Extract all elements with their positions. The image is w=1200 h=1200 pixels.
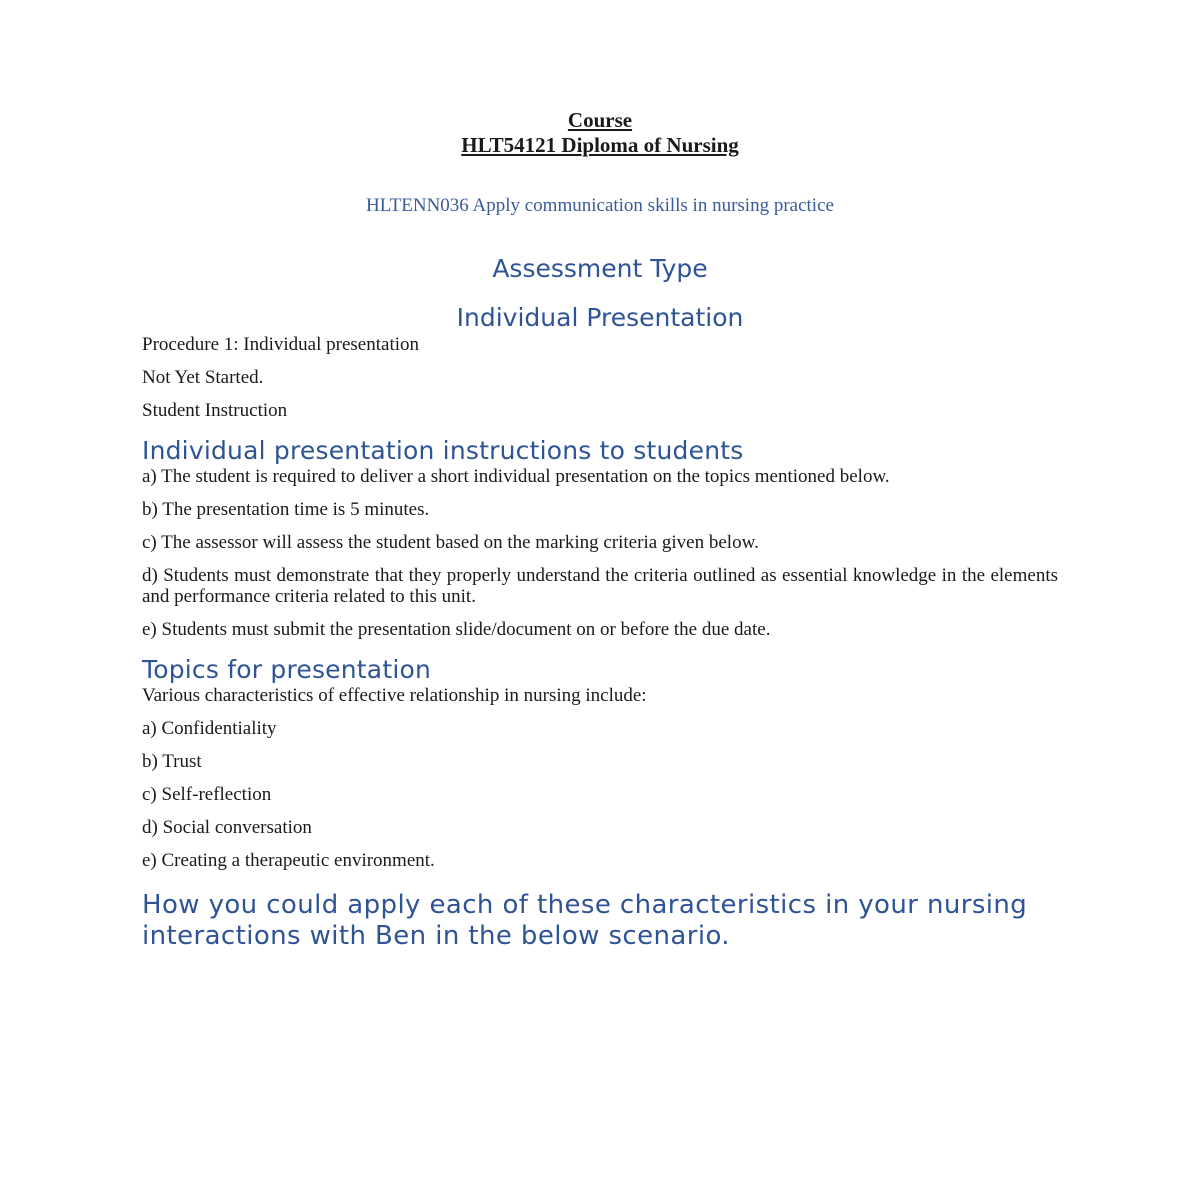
procedure-line: Procedure 1: Individual presentation (142, 334, 420, 355)
topic-item: c) Self-reflection (142, 784, 272, 805)
topics-list (142, 718, 1058, 871)
student-instruction-label: Student Instruction (142, 400, 288, 421)
status-line: Not Yet Started. (142, 367, 264, 388)
instruction-item: e) Students must submit the presentation slide/document on or before the due date. (142, 619, 771, 640)
closing-heading: How you could apply each of these characteristics in your nursing interactions with Ben in the below scenario. (142, 890, 1028, 951)
topics-lead: Various characteristics of effective relationship in nursing include: (142, 685, 647, 706)
instructions-list (142, 466, 1058, 640)
topics-heading: Topics for presentation (142, 655, 432, 684)
instruction-item: a) The student is required to deliver a short individual presentation on the topics mentioned below. (142, 466, 890, 487)
course-label: Course (567, 108, 633, 132)
course-name: HLT54121 Diploma of Nursing (461, 133, 739, 157)
topic-item: e) Creating a therapeutic environment. (142, 850, 435, 871)
assessment-type-value: Individual Presentation (456, 303, 744, 332)
document-page (142, 108, 1058, 952)
topic-item: d) Social conversation (142, 817, 312, 838)
topic-item: a) Confidentiality (142, 718, 277, 739)
instruction-item: c) The assessor will assess the student based on the marking criteria given below. (142, 532, 759, 553)
unit-title: HLTENN036 Apply communication skills in nursing practice (366, 195, 834, 216)
instruction-item: d) Students must demonstrate that they properly understand the criteria outlined as essential knowledge in the elements and performance criteria related to this unit. (142, 565, 1058, 607)
topic-item: b) Trust (142, 751, 202, 772)
assessment-type-heading: Assessment Type (492, 254, 708, 283)
instruction-item: b) The presentation time is 5 minutes. (142, 499, 430, 520)
instructions-heading: Individual presentation instructions to students (142, 436, 744, 465)
